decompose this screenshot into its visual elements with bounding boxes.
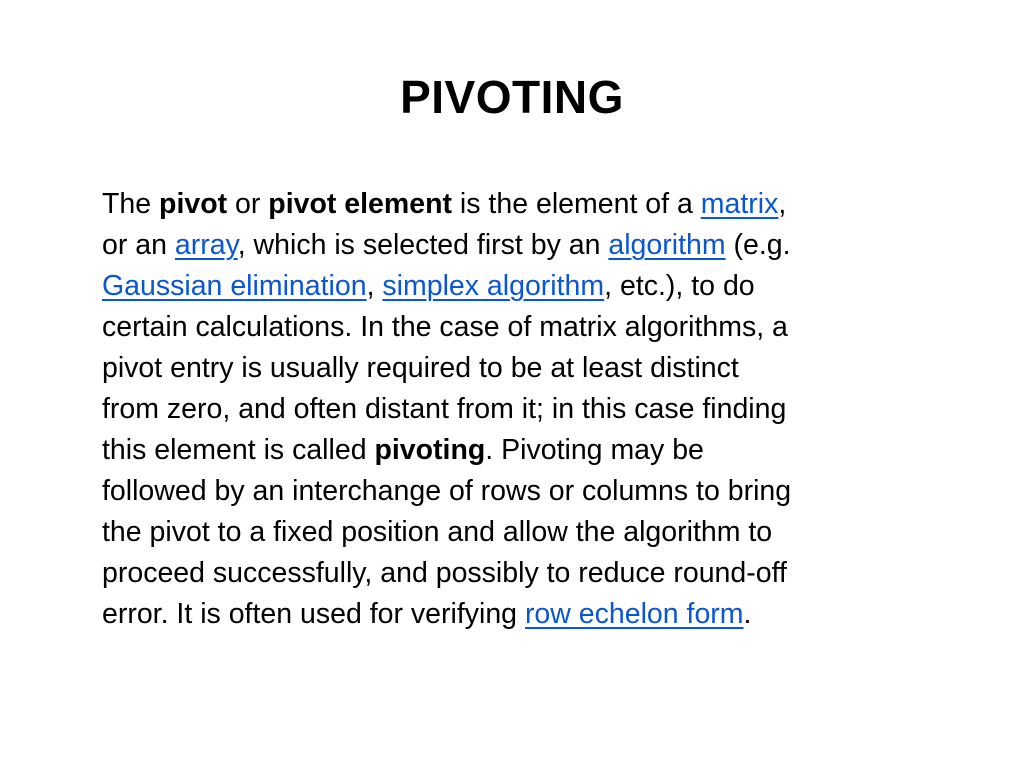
text: . Pivoting may be <box>485 434 704 466</box>
text: or <box>227 188 269 220</box>
body-line-7 <box>102 430 962 471</box>
text: , <box>366 270 383 302</box>
body-line-10: proceed successfully, and possibly to reduce round-off <box>102 557 787 589</box>
text: , <box>778 188 787 220</box>
link-row-echelon-form[interactable]: row echelon form <box>524 598 744 630</box>
body-line-4: certain calculations. In the case of matrix algorithms, a <box>102 311 788 343</box>
text: , which is selected first by an <box>237 229 609 261</box>
link-simplex-algorithm[interactable]: simplex algorithm <box>382 270 605 302</box>
body-line-5: pivot entry is usually required to be at least distinct <box>102 352 739 384</box>
text: or an <box>102 229 175 261</box>
slide-body <box>102 184 962 635</box>
text: is the element of a <box>452 188 701 220</box>
bold-term-pivoting: pivoting <box>374 434 486 466</box>
text: , etc.), to do <box>604 270 755 302</box>
body-line-2 <box>102 225 962 266</box>
link-gaussian-elimination[interactable]: Gaussian elimination <box>102 270 367 302</box>
text: (e.g. <box>725 229 791 261</box>
bold-term-pivot-element: pivot element <box>268 188 453 220</box>
body-line-1 <box>102 184 962 225</box>
text: error. It is often used for verifying <box>102 598 525 630</box>
body-line-11 <box>102 594 962 635</box>
body-line-8: followed by an interchange of rows or columns to bring <box>102 475 792 507</box>
slide-title: PIVOTING <box>400 71 624 123</box>
link-algorithm[interactable]: algorithm <box>608 229 726 261</box>
text: . <box>743 598 752 630</box>
link-array[interactable]: array <box>174 229 238 261</box>
bold-term-pivot: pivot <box>159 188 228 220</box>
link-matrix[interactable]: matrix <box>700 188 779 220</box>
text: this element is called <box>102 434 375 466</box>
text: The <box>102 188 160 220</box>
body-line-3 <box>102 266 962 307</box>
body-line-6: from zero, and often distant from it; in this case finding <box>102 393 787 425</box>
body-line-9: the pivot to a fixed position and allow the algorithm to <box>102 516 773 548</box>
